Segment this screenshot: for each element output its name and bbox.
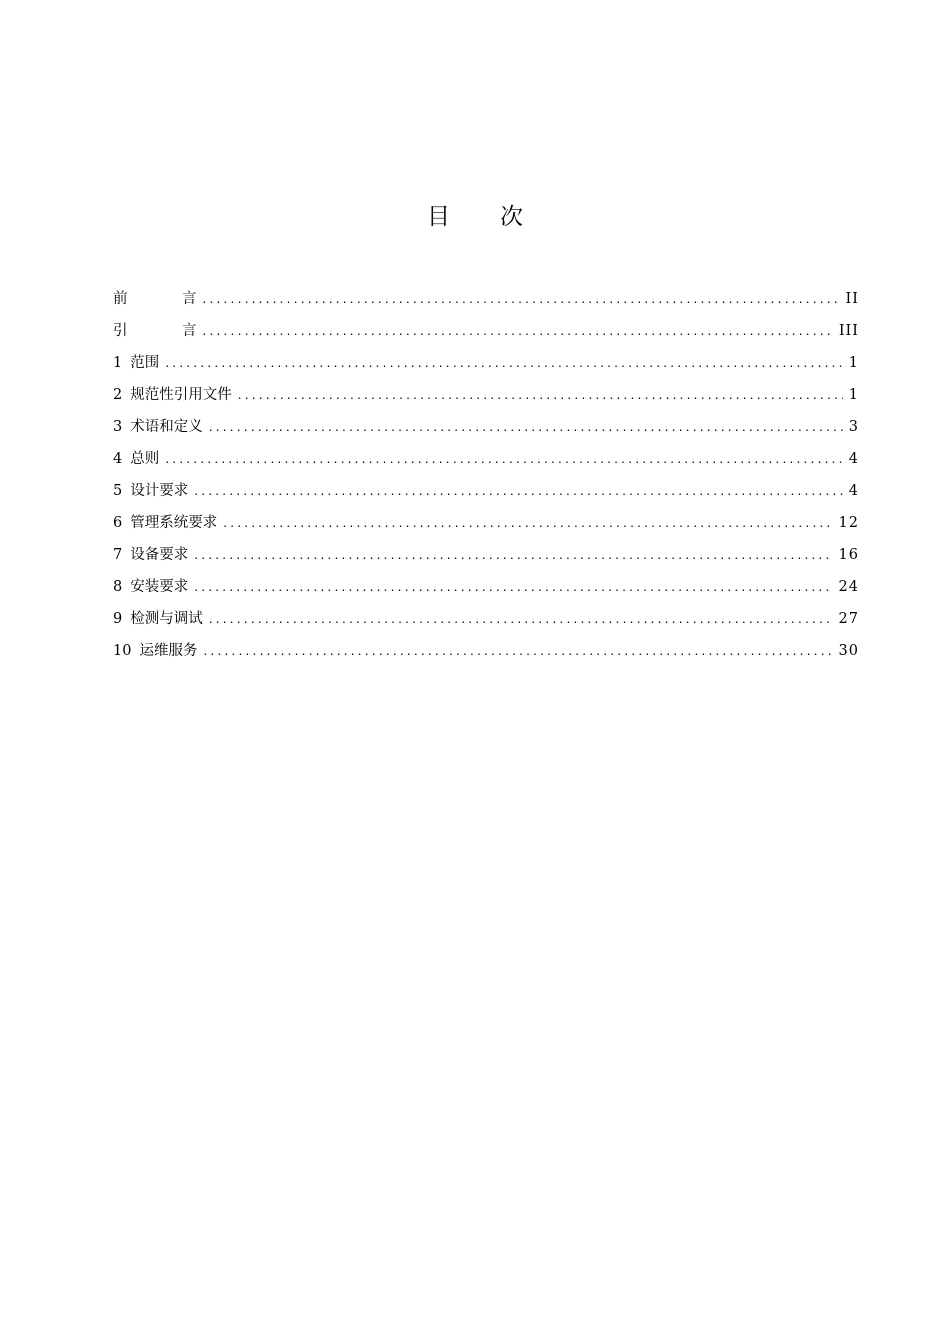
toc-section-number: 6 <box>113 515 123 531</box>
toc-page-number: II <box>845 291 859 307</box>
toc-page-number: 3 <box>848 419 859 435</box>
page-title-char-2: 次 <box>500 204 523 230</box>
dot-leader <box>194 475 843 507</box>
toc-page-number: 4 <box>848 483 859 499</box>
toc-section-title: 管理系统要求 <box>130 515 218 531</box>
toc-section-title: 规范性引用文件 <box>130 387 232 403</box>
toc-entry[interactable] <box>113 411 859 443</box>
toc-entry[interactable] <box>113 571 859 603</box>
toc-page-number: 24 <box>838 579 859 595</box>
toc-page-number: 12 <box>838 515 859 531</box>
toc-section-title: 设备要求 <box>130 547 189 563</box>
toc-section-number: 1 <box>113 355 123 371</box>
toc-page-number: 4 <box>848 451 859 467</box>
toc-section-number: 3 <box>113 419 123 435</box>
toc-section-title: 运维服务 <box>139 643 198 659</box>
dot-leader <box>194 571 832 603</box>
dot-leader <box>165 347 843 379</box>
toc-entry[interactable] <box>113 603 859 635</box>
toc-page-number: 1 <box>848 355 859 371</box>
dot-leader <box>194 539 832 571</box>
toc-section-number: 4 <box>113 451 123 467</box>
page-title <box>0 200 950 234</box>
toc-entry-preface[interactable] <box>113 283 859 315</box>
toc-entry-introduction[interactable] <box>113 315 859 347</box>
toc-entry[interactable] <box>113 443 859 475</box>
toc-section-number: 7 <box>113 547 123 563</box>
toc-section-title: 安装要求 <box>130 579 189 595</box>
toc-entry[interactable] <box>113 475 859 507</box>
dot-leader <box>203 315 833 347</box>
toc-entry[interactable] <box>113 635 859 667</box>
toc-entry[interactable] <box>113 507 859 539</box>
toc-section-number: 2 <box>113 387 123 403</box>
toc-entry[interactable] <box>113 539 859 571</box>
dot-leader <box>203 283 840 315</box>
dot-leader <box>238 379 843 411</box>
toc-entry[interactable] <box>113 347 859 379</box>
dot-leader <box>209 603 833 635</box>
toc-section-number: 9 <box>113 611 123 627</box>
toc-page-number: 16 <box>838 547 859 563</box>
toc-page-number: III <box>838 323 859 339</box>
toc-section-title: 范围 <box>130 355 160 371</box>
toc-page-number: 1 <box>848 387 859 403</box>
dot-leader <box>203 635 832 667</box>
toc-entry[interactable] <box>113 379 859 411</box>
dot-leader <box>209 411 843 443</box>
toc-label-char-1: 前 <box>113 291 128 307</box>
toc-section-title: 总则 <box>130 451 160 467</box>
toc-section-number: 5 <box>113 483 123 499</box>
toc-page-number: 27 <box>838 611 859 627</box>
toc-page-number: 30 <box>838 643 859 659</box>
dot-leader <box>165 443 843 475</box>
toc-section-title: 设计要求 <box>130 483 189 499</box>
table-of-contents <box>113 283 859 667</box>
page-title-char-1: 目 <box>427 204 450 230</box>
toc-section-number: 10 <box>113 643 132 659</box>
toc-section-title: 检测与调试 <box>130 611 203 627</box>
dot-leader <box>223 507 832 539</box>
toc-section-number: 8 <box>113 579 123 595</box>
toc-section-title: 术语和定义 <box>130 419 203 435</box>
toc-label-char-2: 言 <box>182 323 197 339</box>
toc-label-char-1: 引 <box>113 323 128 339</box>
toc-label-char-2: 言 <box>182 291 197 307</box>
